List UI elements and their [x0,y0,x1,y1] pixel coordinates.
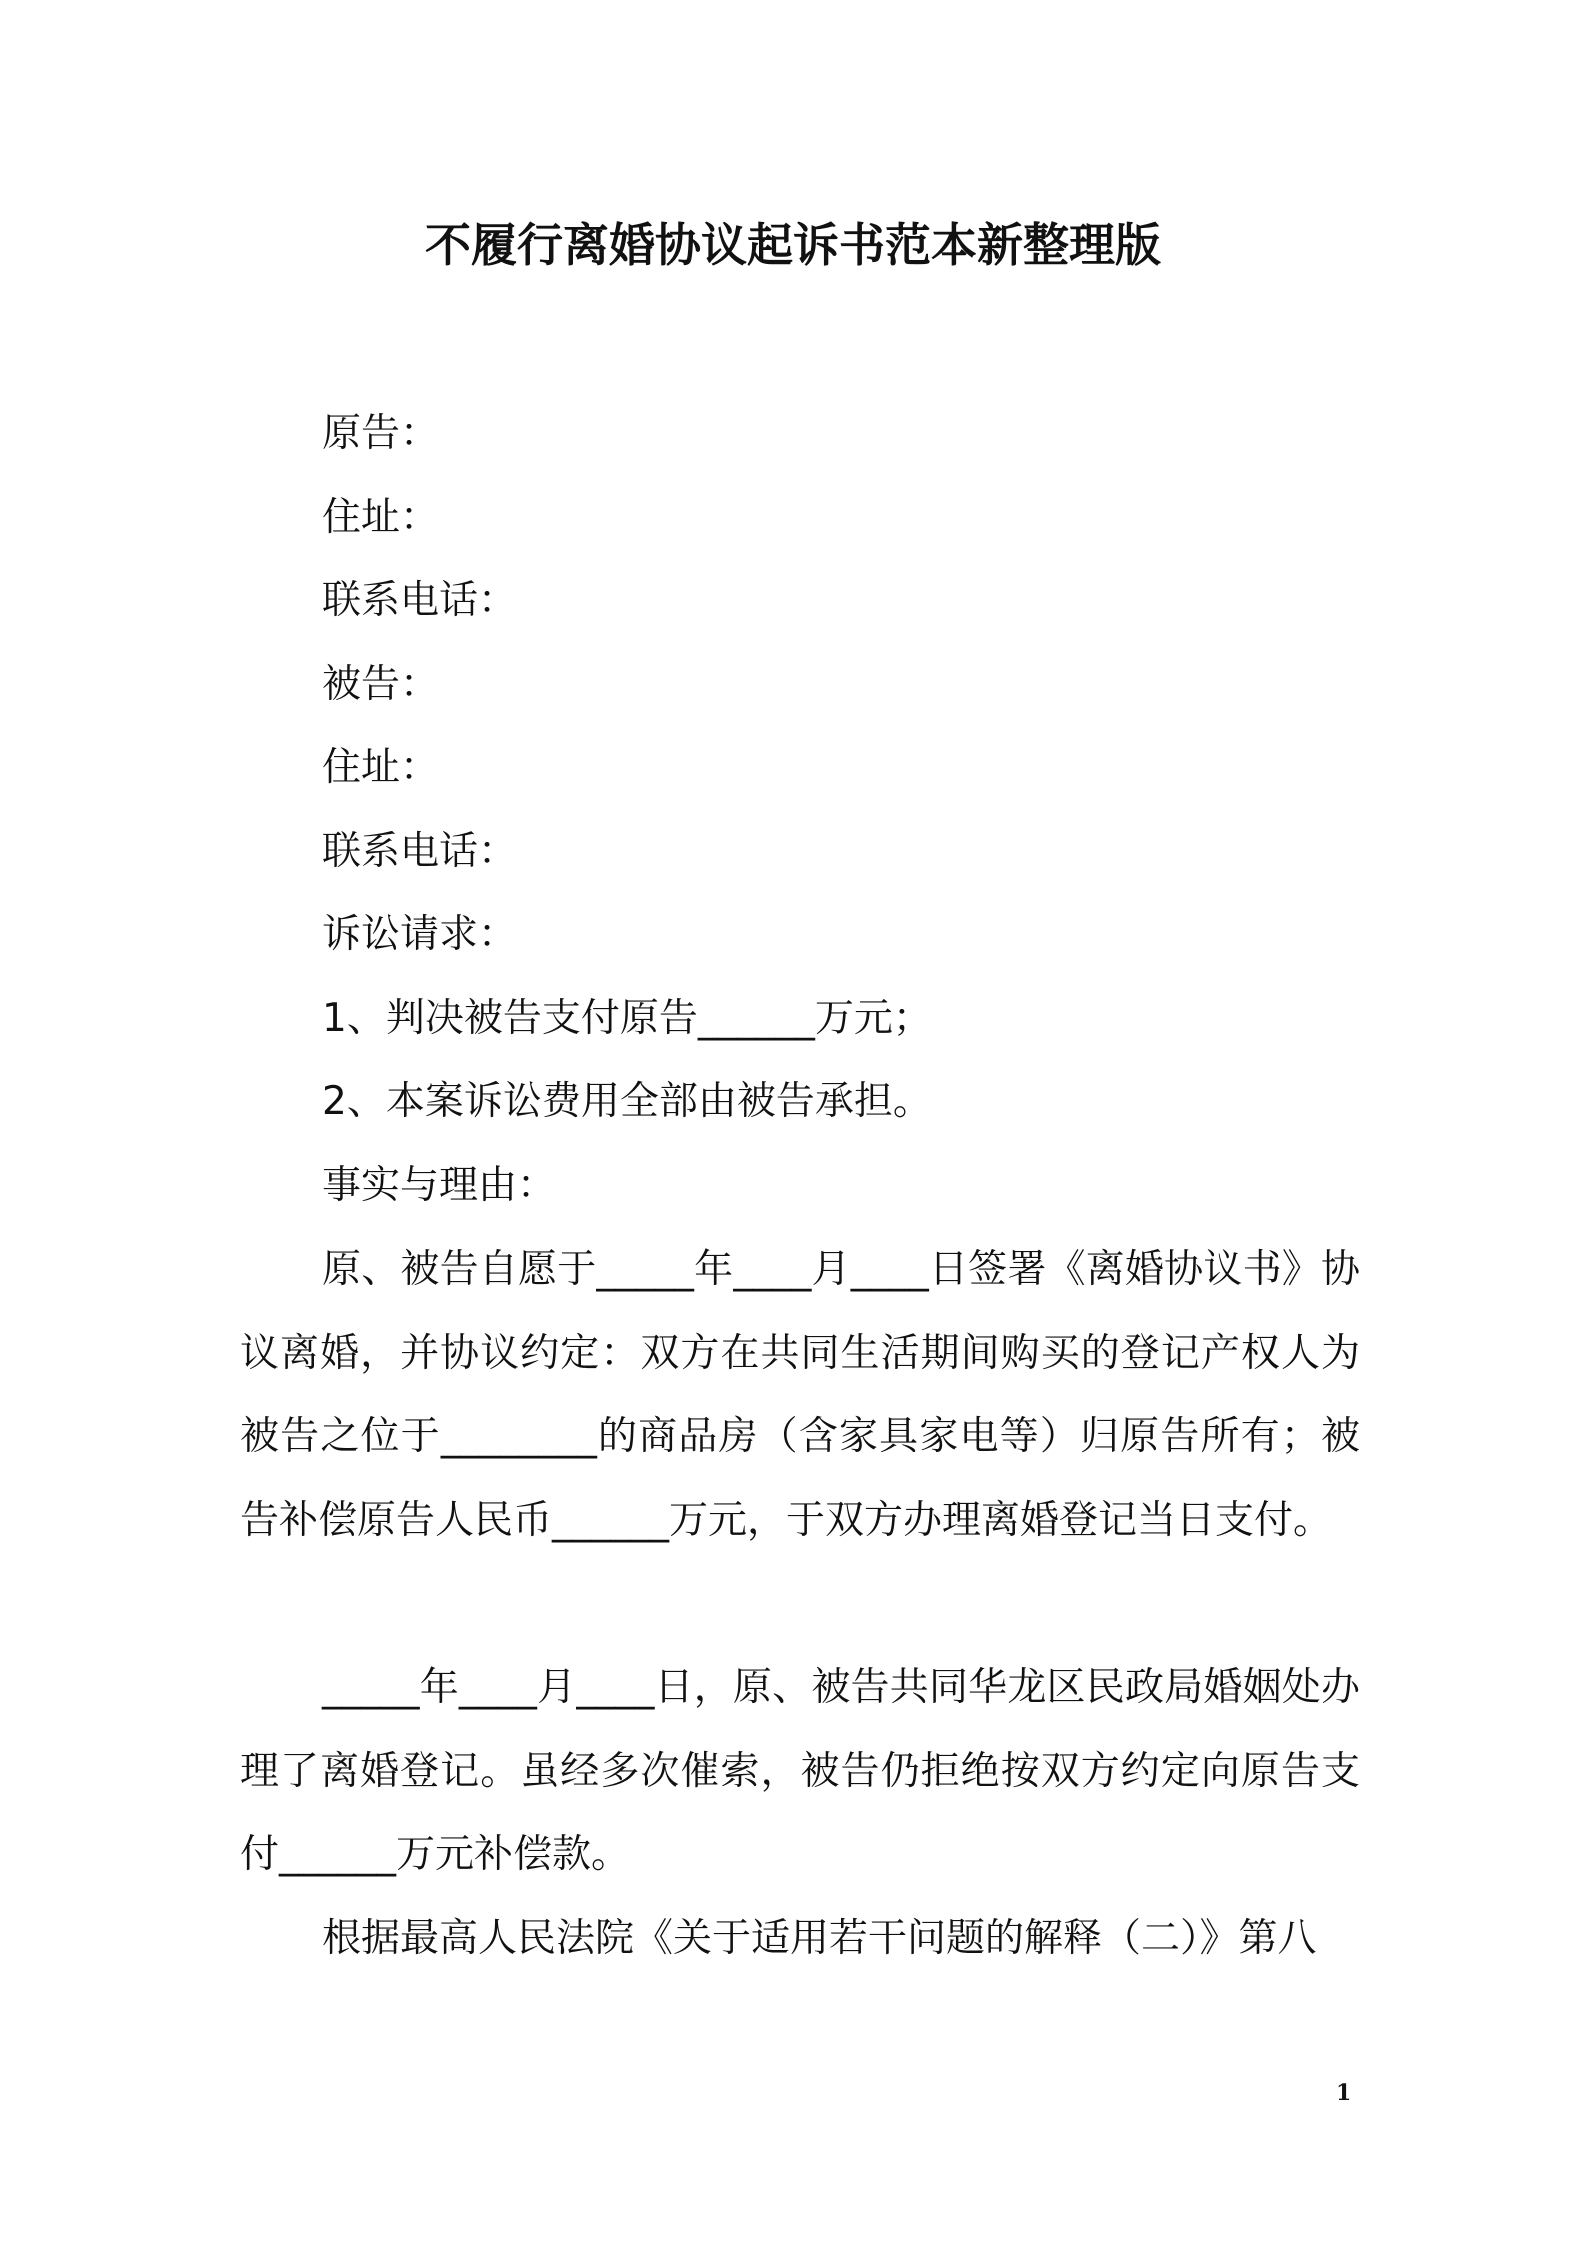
facts-paragraph-3: 根据最高人民法院《关于适用若干问题的解释（二）》第八 [322,1916,1317,1961]
defendant-label: 被告： [322,662,440,707]
plaintiff-address-label: 住址： [322,495,440,540]
defendant-address-label: 住址： [322,745,440,790]
facts-paragraph-1: 原、被告自愿于_____年____月____日签署《离婚协议书》协议离婚，并协议约定：双方在共同生活期间购买的登记产权人为被告之位于________的商品房（含家具家电等）归原告所有；被告补偿原告人民币______万元，于双方办理离婚登记当日支付。 [240,1247,1360,1543]
claim-item-1: 1、判决被告支付原告______万元； [322,996,932,1041]
document-title: 不履行离婚协议起诉书范本新整理版 [425,218,1161,272]
facts-paragraph-2: _____年____月____日，原、被告共同华龙区民政局婚姻处办理了离婚登记。虽经多次催索，被告仍拒绝按双方约定向原告支付______万元补偿款。 [240,1665,1360,1877]
page-number: 1 [1336,2080,1352,2106]
facts-heading: 事实与理由： [322,1163,557,1208]
claim-item-2: 2、本案诉讼费用全部由被告承担。 [322,1079,932,1124]
defendant-phone-label: 联系电话： [322,829,518,874]
plaintiff-label: 原告： [322,411,440,456]
claims-heading: 诉讼请求： [322,912,518,957]
plaintiff-phone-label: 联系电话： [322,578,518,623]
